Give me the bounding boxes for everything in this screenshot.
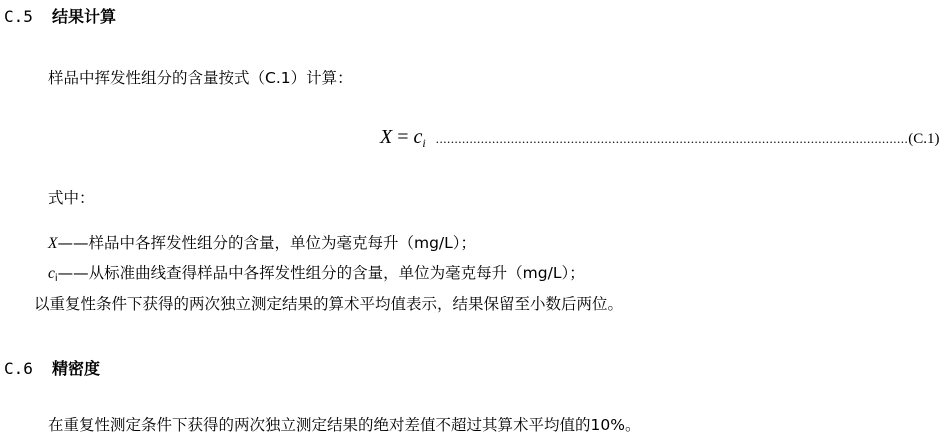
section-heading-c6 bbox=[4, 356, 100, 379]
definition-text: ——从标准曲线查得样品中各挥发性组分的含量，单位为毫克每升（mg/L）； bbox=[57, 264, 585, 282]
formula-rhs-subscript: i bbox=[422, 136, 426, 150]
section-title: 精密度 bbox=[52, 359, 101, 378]
equation-number: (C.1) bbox=[908, 131, 939, 147]
precision-paragraph: 在重复性测定条件下获得的两次独立测定结果的绝对差值不超过其算术平均值的10%。 bbox=[48, 416, 641, 434]
formula-c1 bbox=[380, 126, 939, 152]
section-number: C.5 bbox=[4, 7, 33, 26]
definition-ci bbox=[48, 261, 585, 284]
intro-paragraph: 样品中挥发性组分的含量按式（C.1）计算： bbox=[48, 69, 353, 87]
where-label: 式中： bbox=[48, 189, 95, 207]
definition-symbol-subscript: i bbox=[54, 273, 58, 284]
definition-x bbox=[48, 231, 476, 254]
section-heading-c5 bbox=[4, 4, 116, 27]
formula-rhs: c bbox=[413, 126, 423, 148]
definition-symbol: X bbox=[48, 235, 58, 252]
formula-leader-dots: .............................................................................................................................. bbox=[435, 131, 909, 146]
result-note: 以重复性条件下获得的两次独立测定结果的算术平均值表示，结果保留至小数后两位。 bbox=[34, 295, 624, 313]
formula-operator: = bbox=[397, 126, 409, 148]
definition-symbol: c bbox=[48, 265, 55, 282]
section-number: C.6 bbox=[4, 359, 33, 378]
formula-lhs: X bbox=[380, 126, 393, 148]
formula-expression bbox=[380, 126, 426, 151]
section-title: 结果计算 bbox=[52, 7, 117, 26]
definition-text: ——样品中各挥发性组分的含量，单位为毫克每升（mg/L）； bbox=[57, 234, 477, 252]
